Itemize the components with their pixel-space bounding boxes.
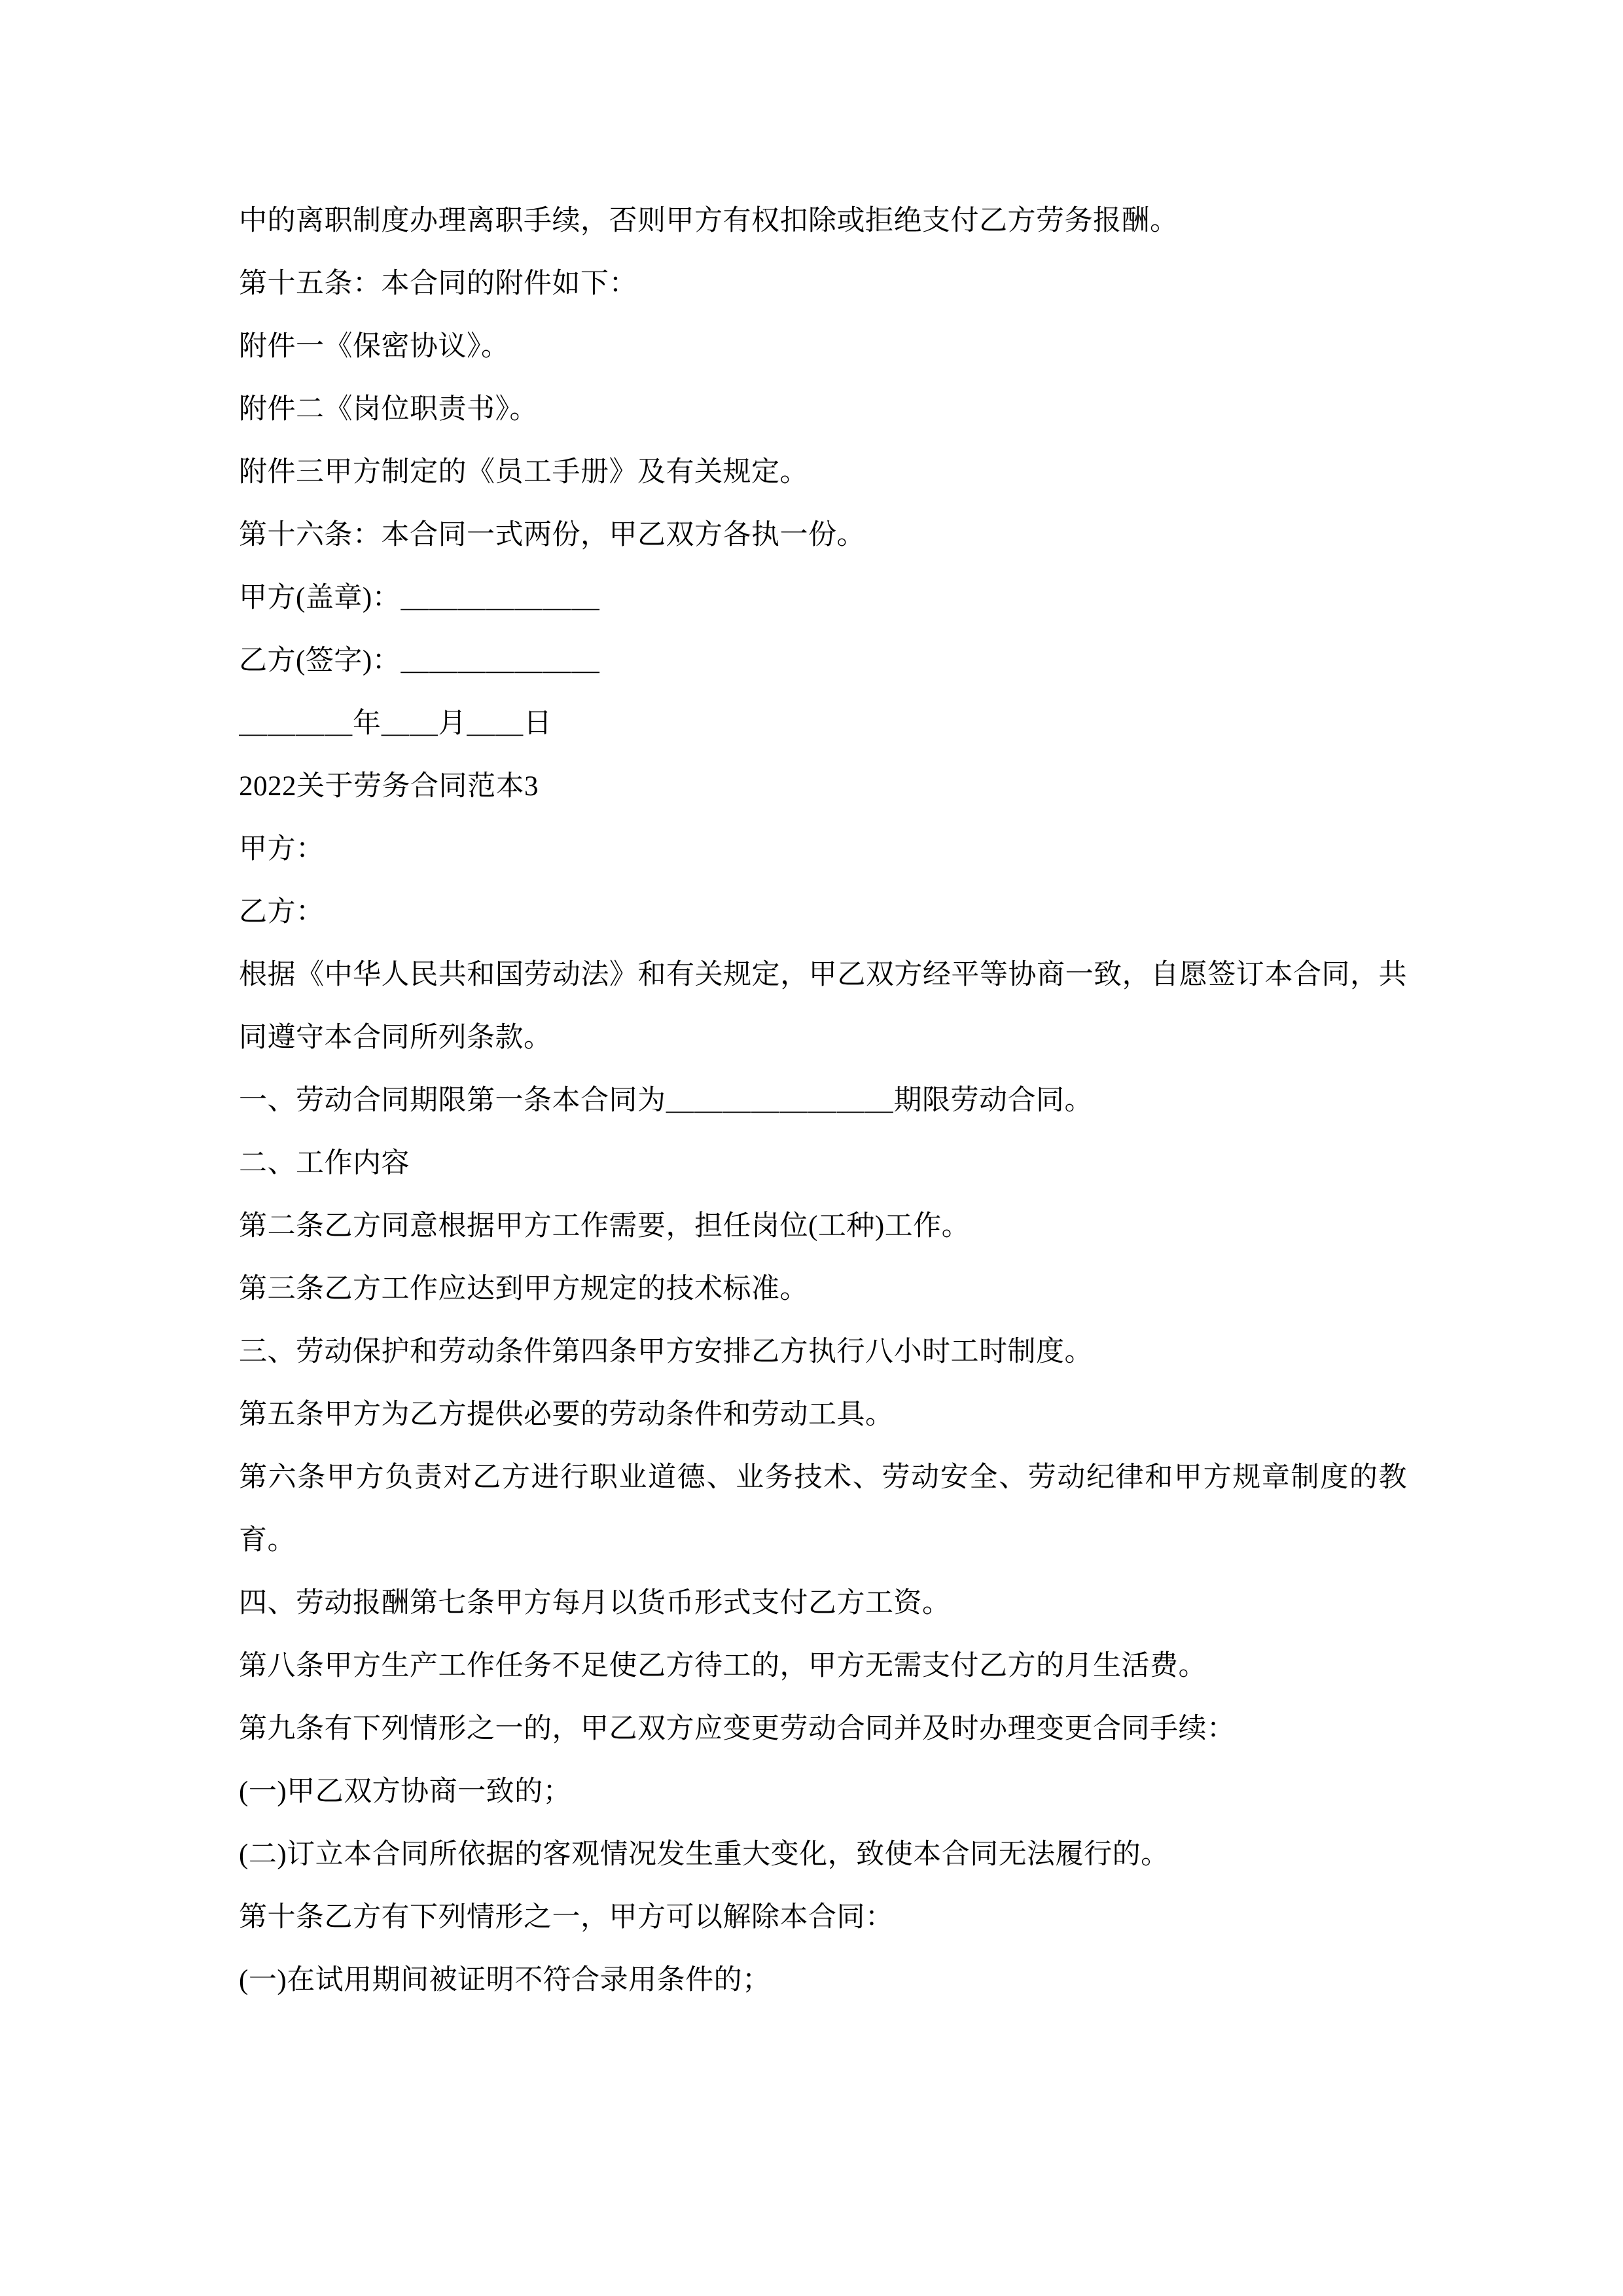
paragraph: 四、劳动报酬第七条甲方每月以货币形式支付乙方工资。 — [239, 1588, 951, 1619]
paragraph: 二、工作内容 — [239, 1148, 410, 1179]
paragraph: 第八条甲方生产工作任务不足使乙方待工的，甲方无需支付乙方的月生活费。 — [239, 1651, 1207, 1681]
paragraph: 一、劳动合同期限第一条本合同为＿＿＿＿＿＿＿＿期限劳动合同。 — [239, 1085, 1093, 1116]
paragraph: 根据《中华人民共和国劳动法》和有关规定，甲乙双方经平等协商一致，自愿签订本合同，共同遵守本合同所列条款。 — [239, 960, 1407, 1053]
paragraph: 第十条乙方有下列情形之一，甲方可以解除本合同： — [239, 1902, 894, 1933]
paragraph: 附件二《岗位职责书》。 — [239, 394, 538, 425]
paragraph: 第五条甲方为乙方提供必要的劳动条件和劳动工具。 — [239, 1399, 894, 1430]
paragraph: 附件三甲方制定的《员工手册》及有关规定。 — [239, 457, 808, 488]
signature-line-party-b: 乙方(签字)：＿＿＿＿＿＿＿ — [239, 645, 600, 676]
paragraph: 第六条甲方负责对乙方进行职业道德、业务技术、劳动安全、劳动纪律和甲方规章制度的教育。 — [239, 1462, 1407, 1556]
document-body — [239, 190, 1407, 2012]
section-heading: 2022关于劳务合同范本3 — [239, 771, 539, 802]
party-a-label: 甲方： — [239, 834, 325, 865]
signature-date-line: ＿＿＿＿年＿＿月＿＿日 — [239, 708, 552, 739]
paragraph: 第九条有下列情形之一的，甲乙双方应变更劳动合同并及时办理变更合同手续： — [239, 1713, 1236, 1744]
paragraph: 第二条乙方同意根据甲方工作需要，担任岗位(工种)工作。 — [239, 1211, 971, 1242]
paragraph: 附件一《保密协议》。 — [239, 331, 510, 362]
list-item: (一)在试用期间被证明不符合录用条件的； — [239, 1965, 771, 1996]
paragraph: 三、劳动保护和劳动条件第四条甲方安排乙方执行八小时工时制度。 — [239, 1336, 1093, 1367]
paragraph: 第十六条：本合同一式两份，甲乙双方各执一份。 — [239, 520, 865, 550]
party-b-label: 乙方： — [239, 897, 325, 927]
list-item: (一)甲乙双方协商一致的； — [239, 1776, 572, 1807]
paragraph: 中的离职制度办理离职手续，否则甲方有权扣除或拒绝支付乙方劳务报酬。 — [239, 206, 1179, 236]
paragraph: 第三条乙方工作应达到甲方规定的技术标准。 — [239, 1274, 808, 1304]
list-item: (二)订立本合同所依据的客观情况发生重大变化，致使本合同无法履行的。 — [239, 1839, 1169, 1870]
signature-line-party-a: 甲方(盖章)：＿＿＿＿＿＿＿ — [239, 583, 600, 613]
paragraph: 第十五条：本合同的附件如下： — [239, 268, 637, 299]
